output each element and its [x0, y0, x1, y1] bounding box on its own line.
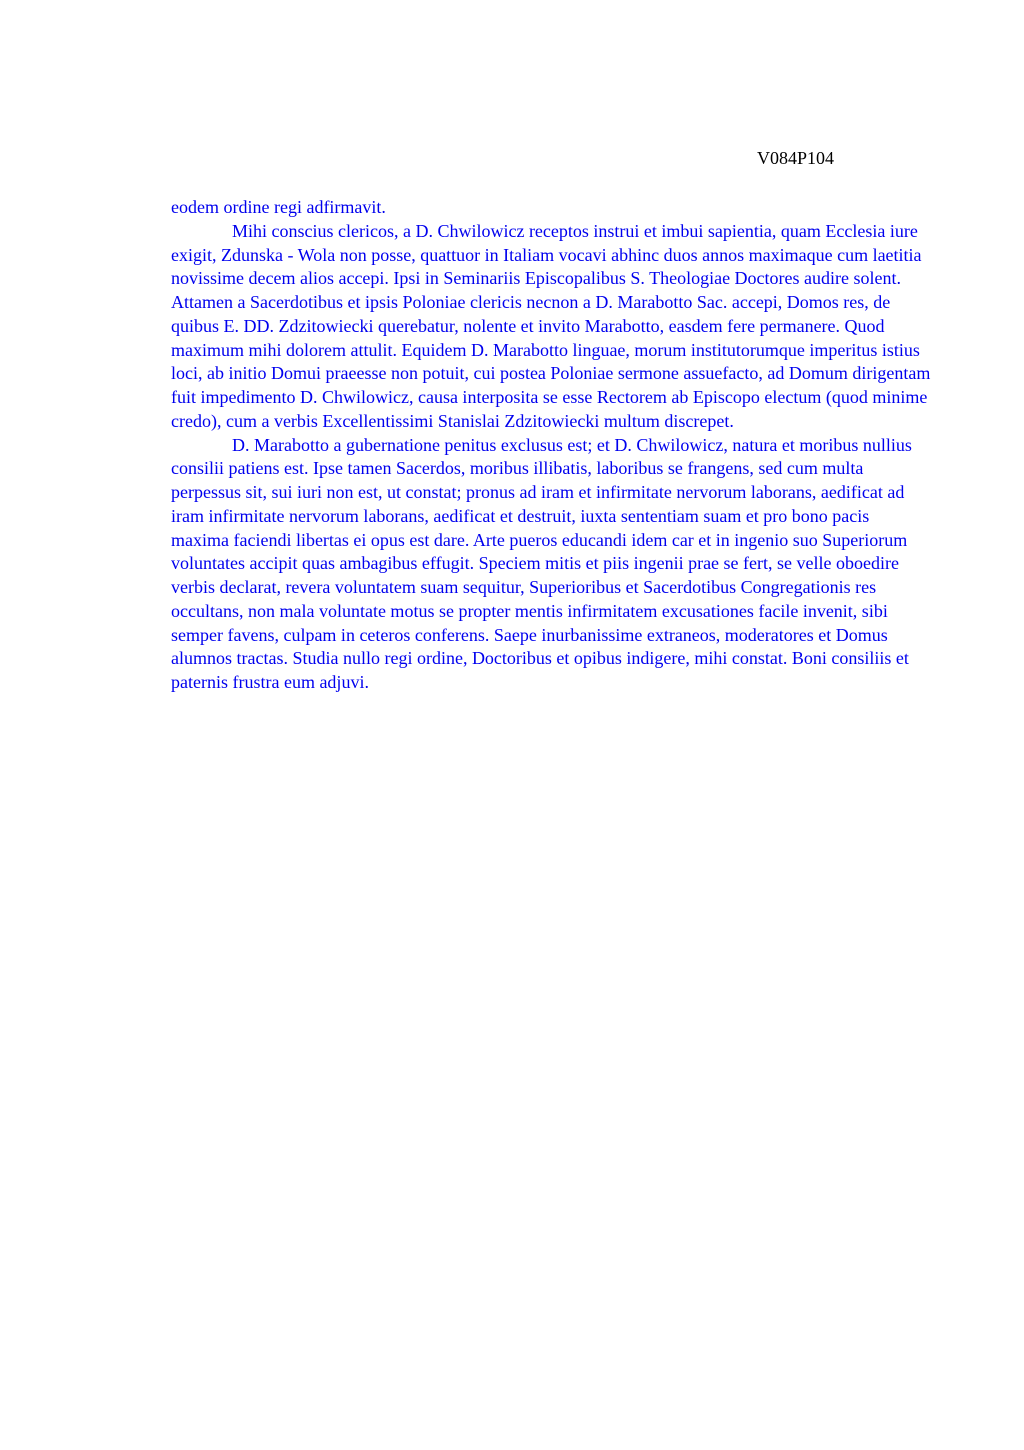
paragraph: Mihi conscius clericos, a D. Chwilowicz receptos instrui et imbui sapientia, quam Ecclesia iure exigit, Zdunska - Wola non posse, quattuor in Italiam vocavi abhinc duos annos maximaque cum laetitia novissime decem alios accepi. Ipsi in Seminariis Episcopalibus S. Theologiae Doctores audire solent. Attamen a Sacerdotibus et ipsis Poloniae clericis necnon a D. Marabotto Sac. accepi, Domos res, de quibus E. DD. Zdzitowiecki querebatur, nolente et invito Marabotto, easdem fere permanere. Quod maximum mihi dolorem attulit. Equidem D. Marabotto linguae, morum institutorumque imperitus istius loci, ab initio Domui praeesse non potuit, cui postea Poloniae sermone assuefacto, ad Domum dirigentam fuit impedimento D. Chwilowicz, causa interposita se esse Rectorem ab Episcopo electum (quod minime credo), cum a verbis Excellentissimi Stanislai Zdzitowiecki multum discrepet. — [171, 220, 931, 431]
paragraph-continuation: eodem ordine regi adfirmavit. — [171, 197, 386, 217]
page-reference: V084P104 — [757, 148, 835, 168]
document-body — [171, 196, 931, 695]
paragraph: D. Marabotto a gubernatione penitus exclusus est; et D. Chwilowicz, natura et moribus nullius consilii patiens est. Ipse tamen Sacerdos, moribus illibatis, laboribus se frangens, sed cum multa perpessus sit, sui iuri non est, ut constat; pronus ad iram et infirmitate nervorum laborans, aedificat ad iram infirmitate nervorum laborans, aedificat et destruit, iuxta sententiam suam et pro bono pacis maxima faciendi libertas ei opus est dare. Arte pueros educandi idem car et in ingenio suo Superiorum voluntates accipit quas ambagibus effugit. Speciem mitis et piis ingenii prae se fert, se velle oboedire verbis declarat, revera voluntatem suam sequitur, Superioribus et Sacerdotibus Congregationis res occultans, non mala voluntate motus se propter mentis infirmitatem excusationes facile invenit, sibi semper favens, culpam in ceteros conferens. Saepe inurbanissime extraneos, moderatores et Domus alumnos tractas. Studia nullo regi ordine, Doctoribus et opibus indigere, mihi constat. Boni consiliis et paternis frustra eum adjuvi. — [171, 434, 912, 692]
